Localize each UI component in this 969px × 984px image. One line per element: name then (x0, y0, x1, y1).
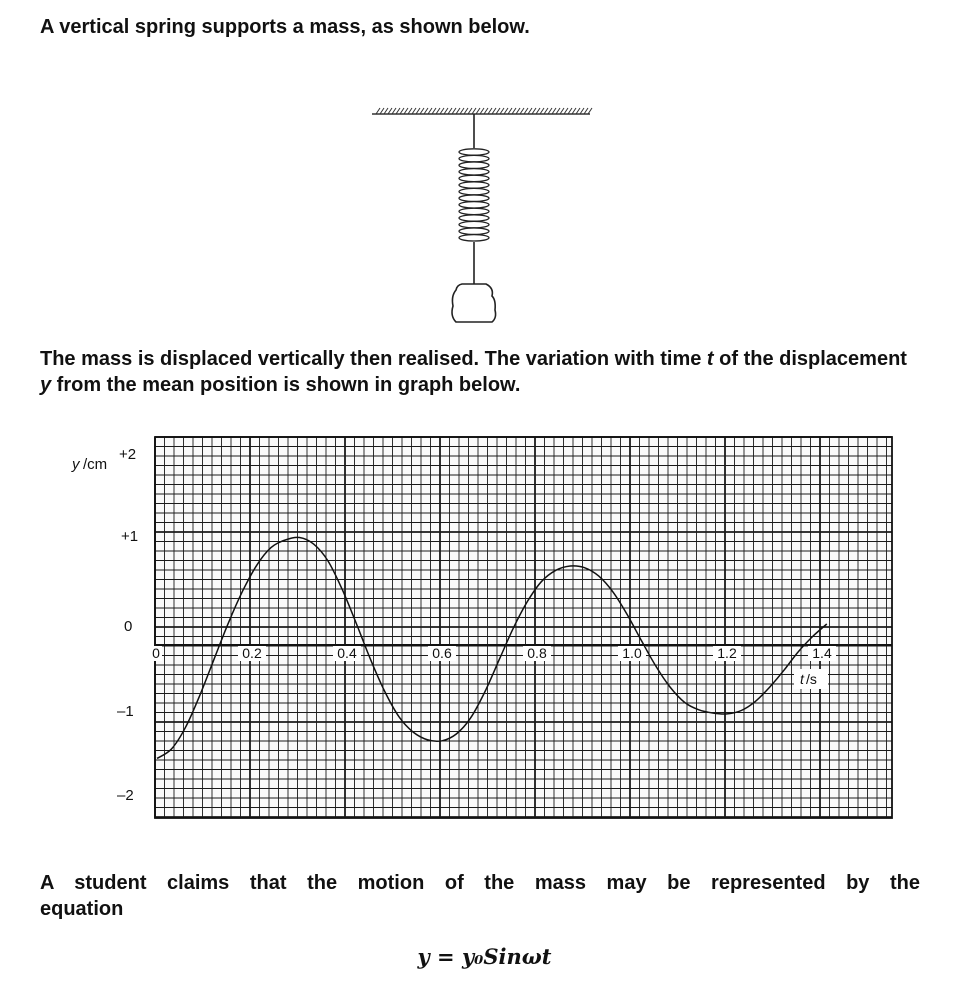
x-tick-label (618, 645, 646, 661)
y-axis-label (71, 456, 107, 473)
hanging-mass (452, 284, 496, 322)
x-tick-label (523, 645, 551, 661)
spring-coil (459, 149, 489, 241)
y-axis-ticks (117, 446, 138, 804)
y-axis-unit: /cm (83, 456, 108, 473)
svg-text:0.2: 0.2 (242, 645, 262, 661)
svg-text:0.8: 0.8 (527, 645, 547, 661)
y-tick-label: –1 (117, 703, 134, 720)
y-tick-label: +1 (121, 528, 139, 545)
y-tick-label: +2 (119, 446, 137, 463)
symbol-t: t (706, 348, 714, 370)
x-axis-unit: /s (806, 671, 817, 687)
intro-text: A vertical spring supports a mass, as shown below. (40, 16, 530, 38)
graph-intro-text (40, 346, 920, 398)
x-tick-label (150, 645, 162, 661)
svg-text:1.2: 1.2 (717, 645, 737, 661)
svg-text:1.4: 1.4 (812, 645, 832, 661)
claim-line-1: A student claims that the motion of the mass may be represented by the (40, 872, 920, 894)
x-tick-label (333, 645, 361, 661)
x-tick-label (428, 645, 456, 661)
student-claim-text (40, 870, 920, 922)
y-tick-label: –2 (117, 787, 134, 804)
equation: y = y₀Sinωt (417, 944, 552, 969)
x-tick-label (808, 645, 836, 661)
x-tick-label (238, 645, 266, 661)
x-tick-label (713, 645, 741, 661)
para2-part-c: from the mean position is shown in graph below. (51, 374, 521, 396)
ceiling-support (372, 108, 592, 114)
y-tick-label: 0 (124, 618, 133, 635)
y-axis-symbol: y (72, 456, 80, 473)
para2-part-b: of the displacement (713, 348, 907, 370)
spring-diagram (372, 108, 592, 322)
symbol-y: y (40, 374, 52, 396)
para2-part-a: The mass is displaced vertically then realised. The variation with time (40, 348, 707, 370)
x-axis-symbol: t (800, 671, 804, 687)
svg-text:0.6: 0.6 (432, 645, 452, 661)
svg-text:0: 0 (152, 645, 160, 661)
svg-text:1.0: 1.0 (622, 645, 642, 661)
displacement-time-graph (71, 437, 892, 818)
svg-text:0.4: 0.4 (337, 645, 357, 661)
claim-line-2: equation (40, 898, 124, 920)
x-axis-label (794, 669, 828, 689)
